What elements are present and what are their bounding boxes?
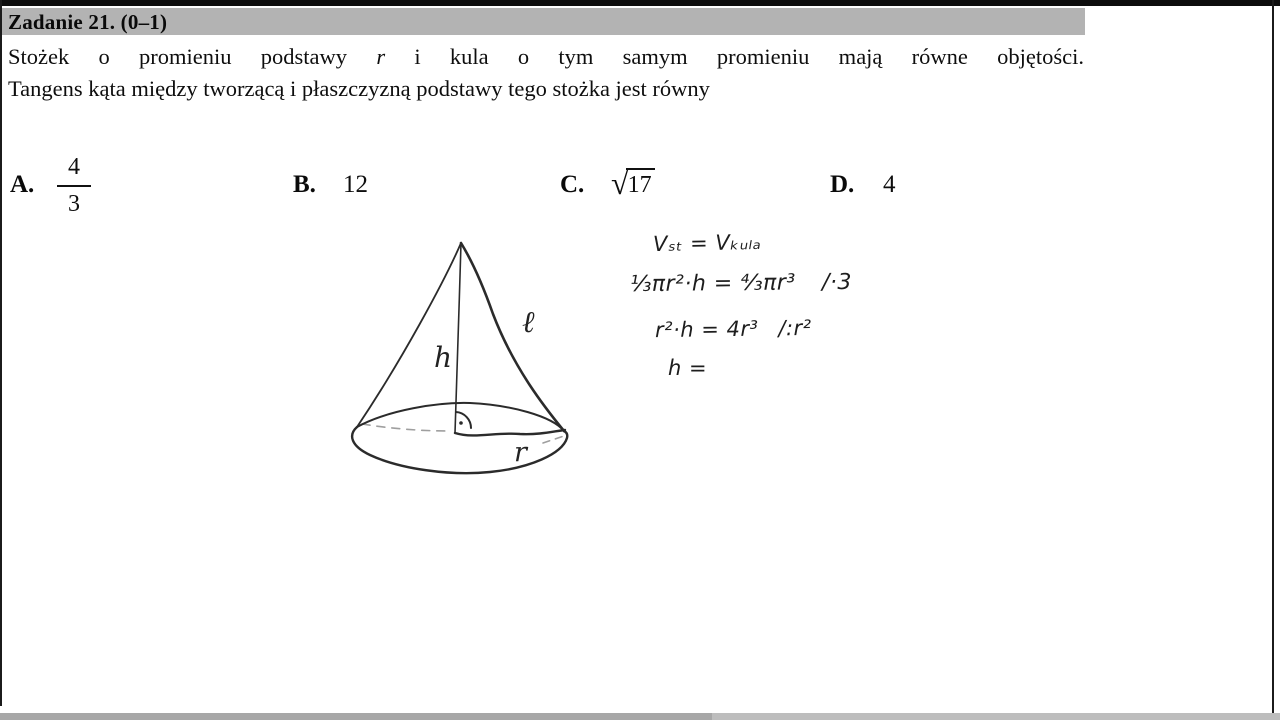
label-height: h: [434, 341, 453, 374]
work-line-2: [630, 270, 852, 297]
scrub-bar-elapsed[interactable]: [0, 713, 712, 720]
base-ellipse-front: [357, 403, 564, 431]
label-radius: r: [514, 437, 527, 468]
right-angle-arc: [456, 412, 471, 428]
question-line1-after: i kula o tym samym promieniu mają równe objętości.: [414, 44, 1085, 69]
cone-height-line: [455, 243, 461, 433]
page-left-border: [0, 0, 2, 706]
work-line-1: [653, 230, 762, 256]
work-line-3-expr: r²·h = 4r³: [654, 316, 759, 343]
question-line-2: Tangens kąta między tworzącą i płaszczyzną podstawy tego stożka jest równy: [8, 76, 710, 101]
answer-value-b[interactable]: 12: [343, 171, 368, 198]
answer-value-c[interactable]: [611, 165, 655, 201]
cone-left-slant: [357, 243, 461, 427]
task-header-band: [2, 8, 1085, 35]
question-line1-before: Stożek o promieniu podstawy: [8, 44, 348, 69]
radical-sign: √: [611, 165, 629, 201]
page-right-border: [1272, 0, 1274, 714]
answer-letter-c[interactable]: C.: [560, 171, 585, 198]
answer-letter-d[interactable]: D.: [830, 171, 855, 198]
answer-letter-a[interactable]: A.: [10, 171, 35, 198]
right-angle-dot: [459, 421, 463, 425]
answer-value-a[interactable]: [57, 150, 91, 221]
video-scrub-bar[interactable]: [0, 713, 1280, 720]
task-title: Zadanie 21. (0–1): [8, 10, 168, 34]
scrub-bar-remaining[interactable]: [712, 713, 1280, 720]
label-slant: ℓ: [522, 305, 535, 340]
work-line-1-expr: Vₛₜ = Vₖᵤₗₐ: [652, 229, 762, 257]
question-text: [8, 41, 1084, 105]
question-line-1: [8, 41, 1084, 73]
answer-value-d[interactable]: 4: [883, 171, 896, 198]
work-line-2-op: /·3: [821, 269, 852, 296]
work-line-4: [668, 356, 707, 380]
hidden-diameter-dashed: [362, 424, 450, 431]
answer-letter-b[interactable]: B.: [293, 171, 316, 198]
work-line-3: [655, 316, 812, 342]
radicand: 17: [626, 168, 655, 200]
fraction-denominator: 3: [68, 191, 80, 217]
work-line-4-expr: h =: [668, 356, 708, 380]
question-variable-r: r: [376, 44, 386, 69]
radius-line: [455, 430, 565, 435]
work-line-3-op: /:r²: [778, 315, 812, 341]
work-line-2-expr: ⅓πr²·h = ⁴⁄₃πr³: [629, 270, 796, 298]
top-letterbox-bar: [0, 0, 1280, 6]
fraction-numerator: 4: [57, 150, 91, 187]
hidden-diameter-dashed-right: [543, 435, 567, 443]
cone-diagram: [330, 228, 580, 484]
